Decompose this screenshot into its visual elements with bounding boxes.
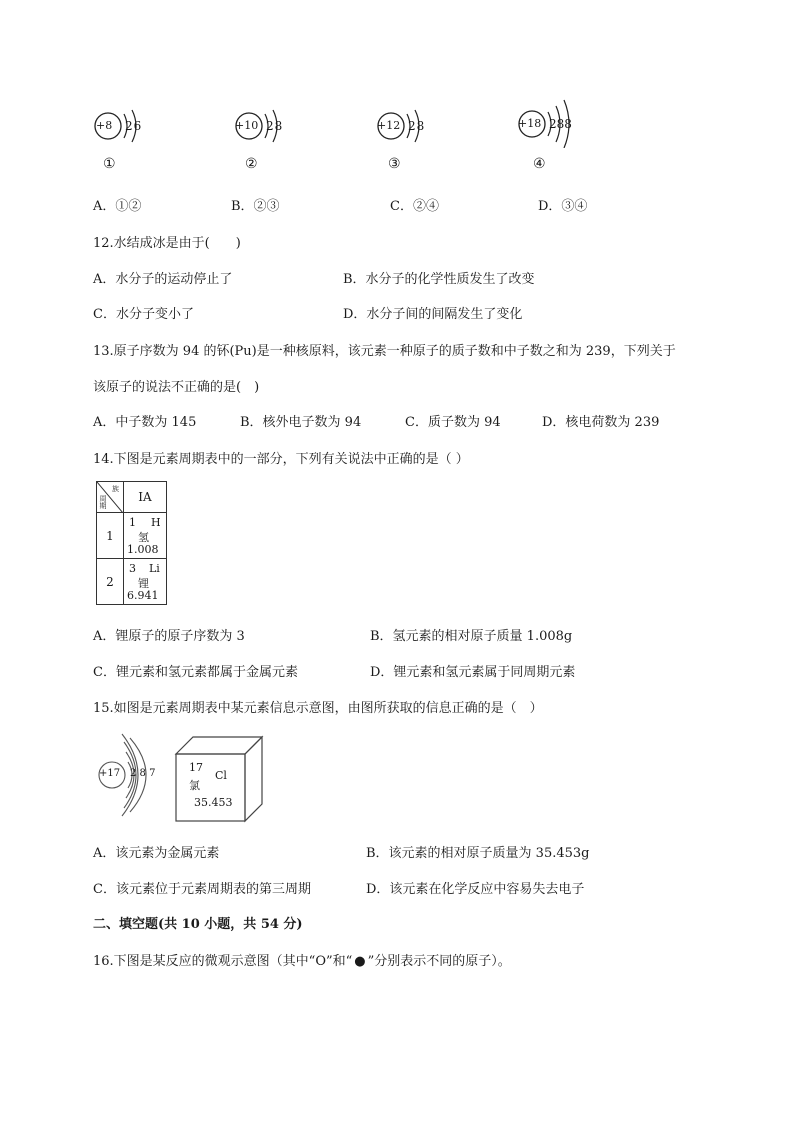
element-number: 1 — [129, 516, 136, 529]
atom-diagram-1 — [92, 108, 152, 148]
q11-option-d[interactable]: D．③④ — [538, 199, 588, 214]
atom-nucleus: +10 — [235, 119, 259, 132]
atom-shell-electrons: 28 — [266, 119, 284, 133]
corner-period-label: 周期 — [99, 495, 107, 509]
atom-shell-electrons: 28 — [408, 119, 426, 133]
atom-shell-electrons: 2 8 7 — [130, 768, 156, 779]
element-cell-li — [124, 559, 167, 605]
q15-option-b[interactable]: B．该元素的相对原子质量为 35.453g — [366, 846, 590, 861]
q11-option-a[interactable]: A．①② — [93, 199, 142, 214]
q15-option-c[interactable]: C．该元素位于元素周期表的第三周期 — [93, 882, 311, 897]
q16-stem — [93, 950, 511, 969]
element-name: 氢 — [138, 531, 149, 544]
q14-option-b[interactable]: B．氢元素的相对原子质量 1.008g — [370, 629, 573, 644]
q11-option-b[interactable]: B．②③ — [231, 199, 280, 214]
element-name: 锂 — [138, 577, 149, 590]
q12-option-d[interactable]: D．水分子间的间隔发生了变化 — [343, 307, 523, 322]
card-symbol: Cl — [215, 769, 227, 782]
q13-stem-line2: 该原子的说法不正确的是( ) — [93, 380, 260, 395]
atom-diagram-2 — [233, 108, 293, 148]
q16-stem-part3: ”分别表示不同的原子）。 — [367, 954, 511, 969]
q13-stem-line1: 13.原子序数为 94 的钚(Pu)是一种核原料，该元素一种原子的质子数和中子数之和为 239，下列关于 — [93, 344, 676, 359]
q15-option-d[interactable]: D．该元素在化学反应中容易失去电子 — [366, 882, 585, 897]
q13-option-d[interactable]: D．核电荷数为 239 — [542, 415, 660, 430]
card-atomic-number: 17 — [189, 761, 203, 774]
q14-option-a[interactable]: A．锂原子的原子序数为 3 — [93, 629, 245, 644]
q12-stem: 12.水结成冰是由于( ) — [93, 236, 241, 251]
group-header: IA — [124, 482, 167, 513]
element-mass: 6.941 — [127, 589, 159, 602]
q15-stem: 15.如图是元素周期表中某元素信息示意图，由图所获取的信息正确的是（ ） — [93, 701, 543, 716]
atom-label: ④ — [533, 156, 546, 172]
section-heading: 二、填空题(共 10 小题，共 54 分) — [93, 917, 303, 932]
atom-diagram-3 — [375, 108, 435, 148]
element-card-cube — [173, 734, 265, 828]
q12-option-a[interactable]: A．水分子的运动停止了 — [93, 272, 233, 287]
q16-stem-part1: 16.下图是某反应的微观示意图（其中“ — [93, 954, 316, 969]
card-mass: 35.453 — [194, 796, 233, 809]
q15-option-a[interactable]: A．该元素为金属元素 — [93, 846, 220, 861]
q13-option-b[interactable]: B．核外电子数为 94 — [240, 415, 362, 430]
element-number: 3 — [129, 562, 136, 575]
open-circle-icon: O — [315, 954, 326, 969]
q12-option-c[interactable]: C．水分子变小了 — [93, 307, 194, 322]
element-symbol: Li — [149, 562, 160, 575]
atom-shell-electrons: 26 — [125, 119, 143, 133]
periodic-table — [96, 481, 167, 605]
atom-label: ③ — [388, 156, 401, 172]
period-number: 2 — [97, 559, 124, 605]
corner-group-label: 族 — [112, 485, 119, 493]
atom-nucleus: +17 — [99, 768, 121, 779]
q16-stem-part2: ”和“ — [326, 954, 353, 969]
q14-option-c[interactable]: C．锂元素和氢元素都属于金属元素 — [93, 665, 298, 680]
atom-label: ① — [103, 156, 116, 172]
table-corner-cell — [97, 482, 124, 513]
filled-circle-icon: ● — [354, 954, 366, 969]
atom-shell-electrons: 288 — [549, 117, 572, 131]
atom-nucleus: +18 — [518, 117, 542, 130]
q11-option-c[interactable]: C．②④ — [390, 199, 439, 214]
atom-nucleus: +12 — [377, 119, 401, 132]
q14-stem: 14.下图是元素周期表中的一部分，下列有关说法中正确的是（ ） — [93, 452, 469, 467]
element-symbol: H — [151, 516, 161, 529]
element-mass: 1.008 — [127, 543, 159, 556]
q12-option-b[interactable]: B．水分子的化学性质发生了改变 — [343, 272, 535, 287]
card-name: 氯 — [189, 779, 200, 792]
atom-label: ② — [245, 156, 258, 172]
element-cell-h — [124, 513, 167, 559]
atom-nucleus: +8 — [96, 119, 113, 132]
period-number: 1 — [97, 513, 124, 559]
chlorine-atom-diagram — [96, 732, 166, 818]
q13-option-a[interactable]: A．中子数为 145 — [93, 415, 197, 430]
periodic-table-fragment — [96, 481, 167, 605]
q13-option-c[interactable]: C．质子数为 94 — [405, 415, 501, 430]
q14-option-d[interactable]: D．锂元素和氢元素属于同周期元素 — [370, 665, 576, 680]
atom-diagram-4 — [516, 98, 586, 148]
